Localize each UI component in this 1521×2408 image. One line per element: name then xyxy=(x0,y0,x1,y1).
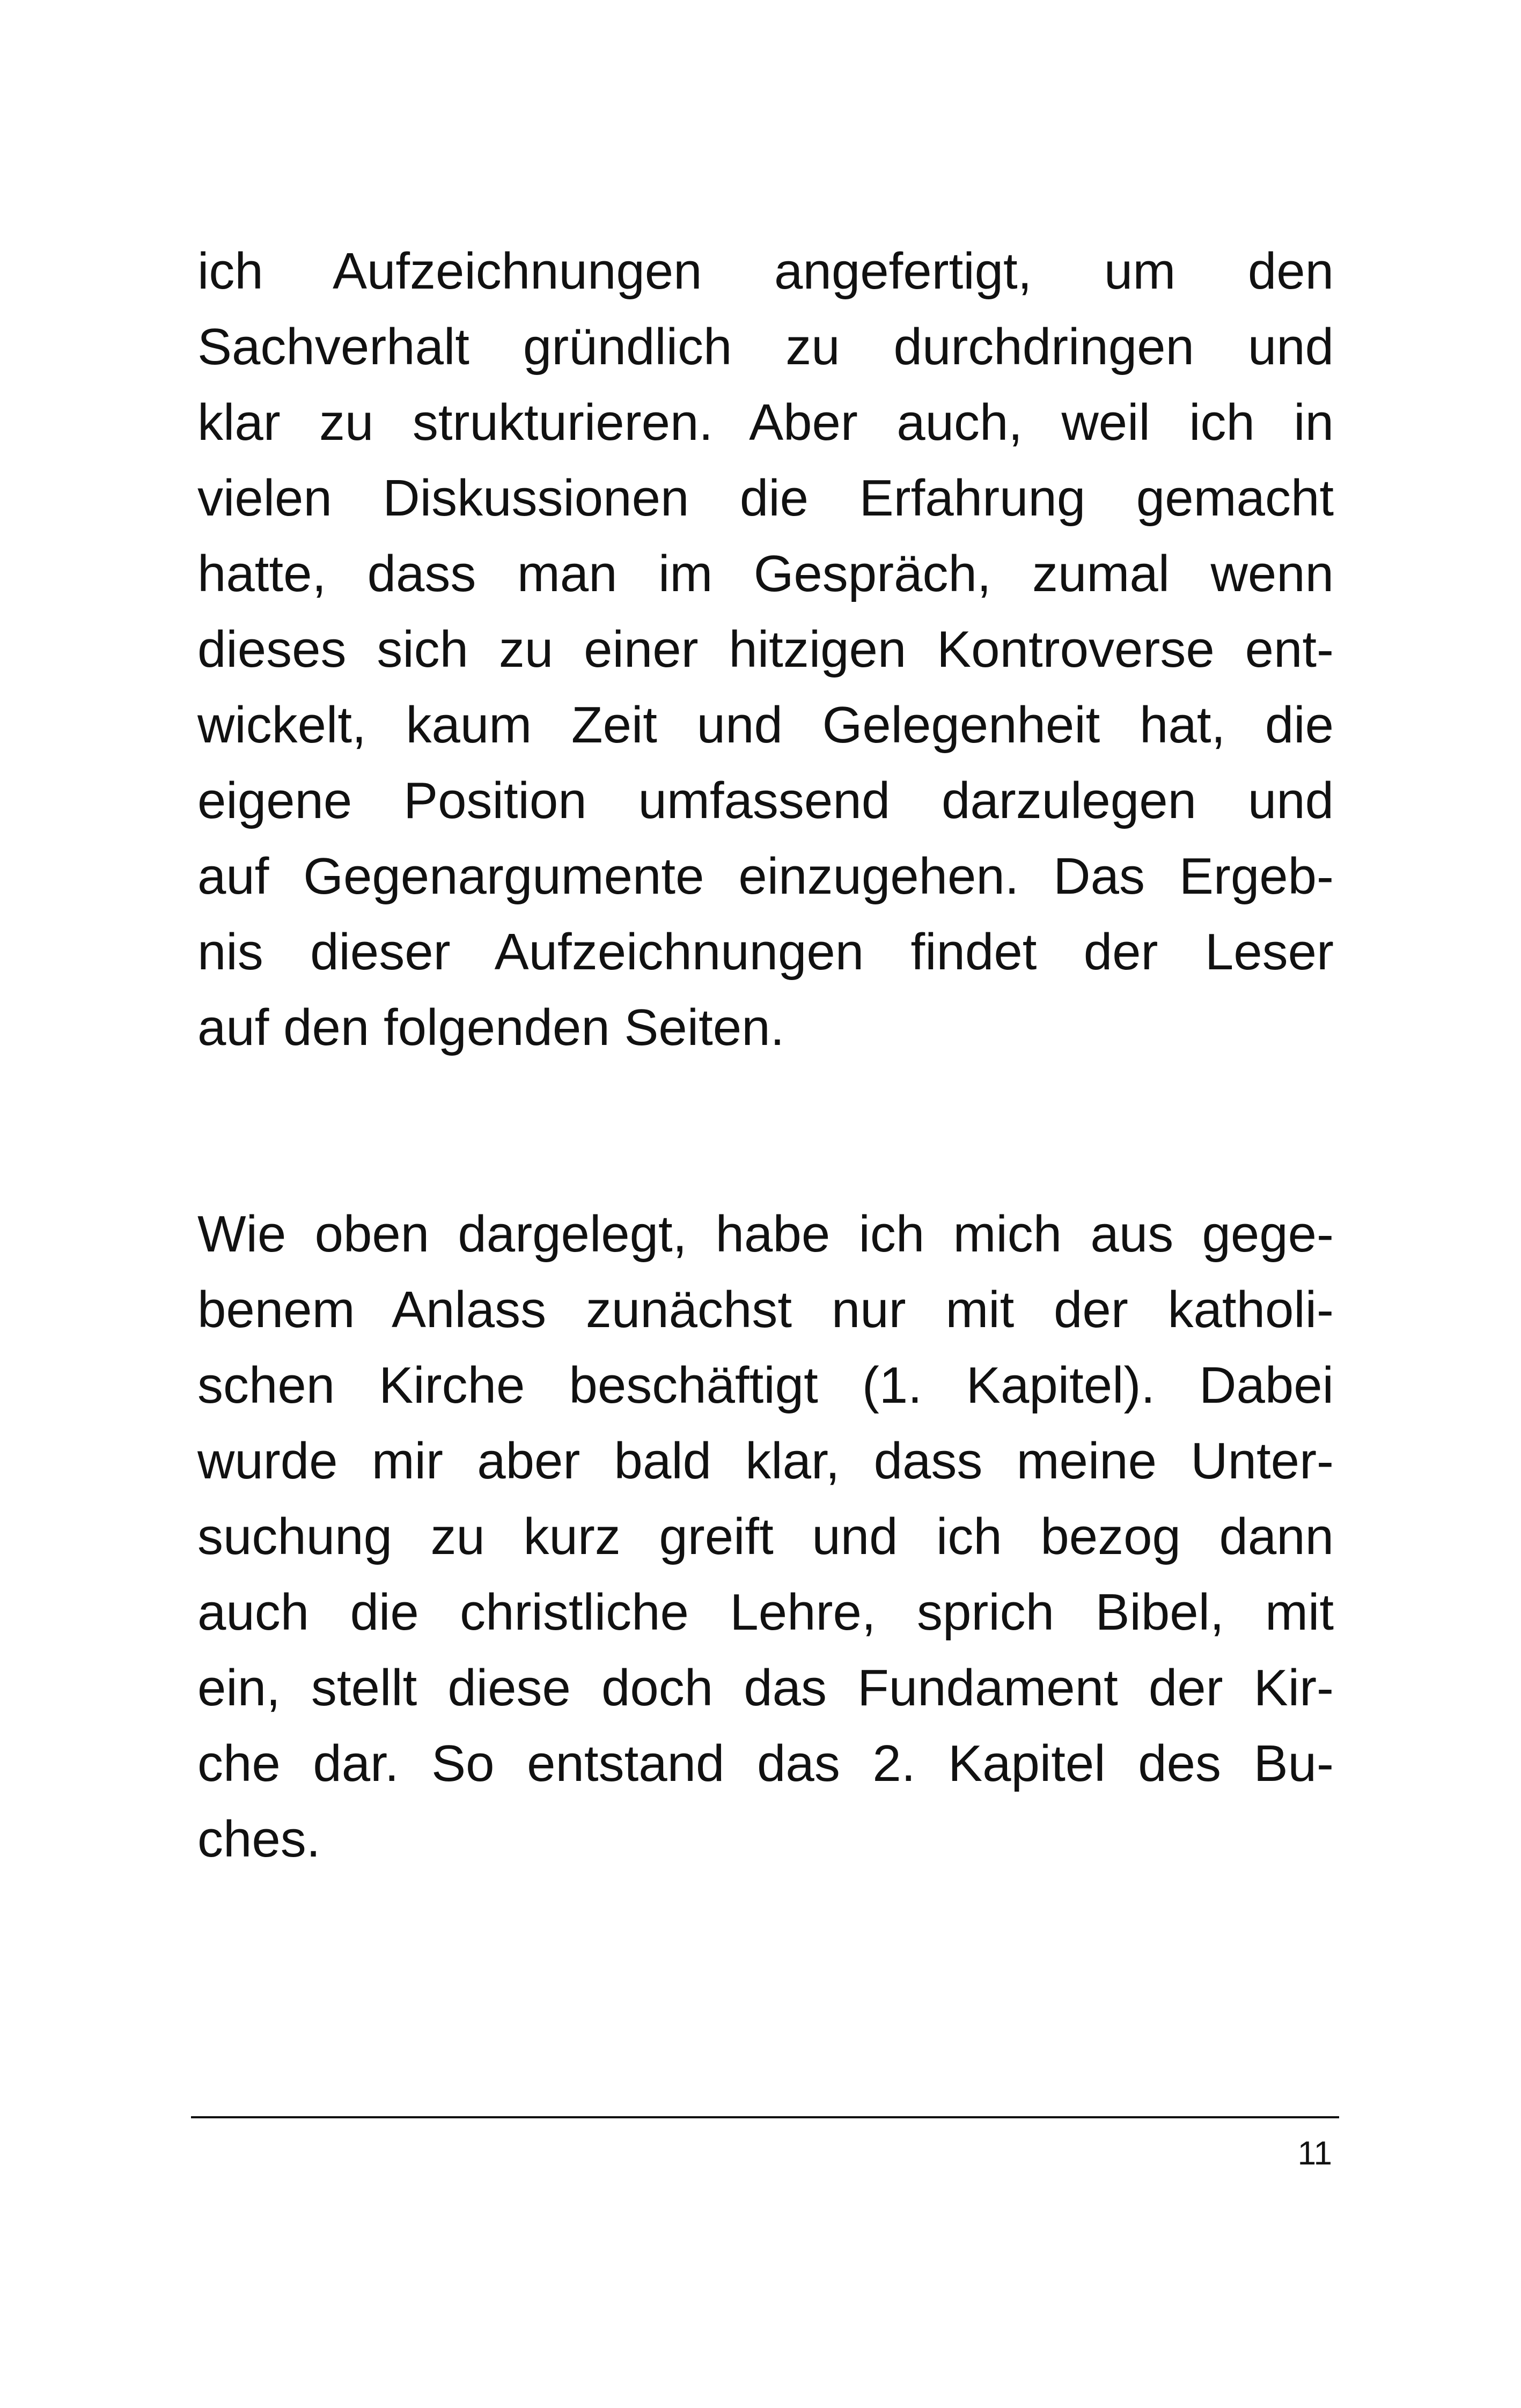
page-number: 11 xyxy=(1297,2135,1332,2172)
paragraph-1-line: nis dieser Aufzeichnungen findet der Leser xyxy=(197,923,1334,981)
paragraph-2-line: suchung zu kurz greift und ich bezog dann xyxy=(197,1508,1334,1565)
paragraph-1-line: wickelt, kaum Zeit und Gelegenheit hat, die xyxy=(197,696,1334,754)
paragraph-1-line: klar zu strukturieren. Aber auch, weil ich in xyxy=(197,394,1334,451)
paragraph-2-line: Wie oben dargelegt, habe ich mich aus gege- xyxy=(197,1205,1334,1263)
paragraph-1-line: Sachverhalt gründlich zu durchdringen und xyxy=(197,318,1334,375)
paragraph-1 xyxy=(197,233,1334,1065)
paragraph-1-line: hatte, dass man im Gespräch, zumal wenn xyxy=(197,545,1334,602)
paragraph-2-line: schen Kirche beschäftigt (1. Kapitel). Dabei xyxy=(197,1357,1334,1414)
paragraph-1-line: auf Gegenargumente einzugehen. Das Ergeb- xyxy=(197,848,1334,905)
footer-divider xyxy=(191,2116,1339,2118)
paragraph-2 xyxy=(197,1196,1334,1877)
paragraph-2-line: auch die christliche Lehre, sprich Bibel, mit xyxy=(197,1584,1334,1641)
paragraph-1-line: dieses sich zu einer hitzigen Kontroverse ent- xyxy=(197,621,1334,678)
paragraph-1-line: auf den folgenden Seiten. xyxy=(197,999,785,1056)
paragraph-1-line: ich Aufzeichnungen angefertigt, um den xyxy=(197,242,1334,300)
paragraph-1-line: vielen Diskussionen die Erfahrung gemacht xyxy=(197,469,1334,527)
paragraph-2-line: benem Anlass zunächst nur mit der katholi- xyxy=(197,1281,1334,1338)
paragraph-2-line: che dar. So entstand das 2. Kapitel des Bu- xyxy=(197,1735,1334,1792)
paragraph-1-line: eigene Position umfassend darzulegen und xyxy=(197,772,1334,829)
paragraph-2-line: wurde mir aber bald klar, dass meine Unter- xyxy=(197,1432,1334,1490)
paragraph-2-line: ein, stellt diese doch das Fundament der Kir- xyxy=(197,1659,1334,1717)
paragraph-2-line: ches. xyxy=(197,1810,321,1868)
